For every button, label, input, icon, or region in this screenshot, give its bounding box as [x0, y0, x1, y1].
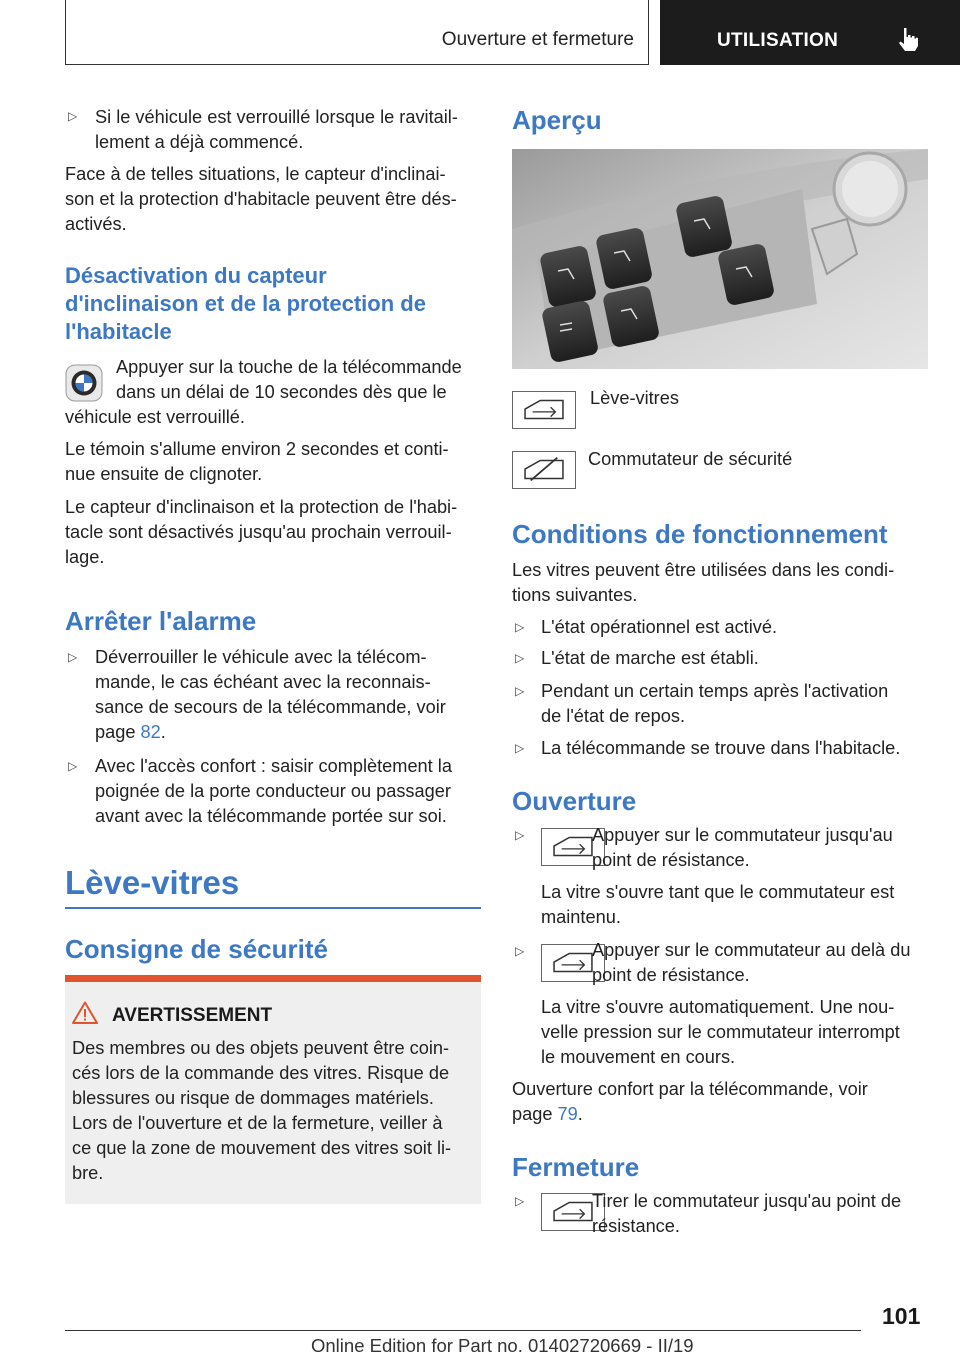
text-line: activés. — [65, 214, 127, 234]
text-line: La vitre s'ouvre tant que le commutateur est — [541, 882, 895, 902]
text-line: point de résistance. — [592, 850, 750, 870]
warning-text — [72, 1036, 476, 1186]
page-ref-line — [95, 720, 481, 745]
text-line: Des membres ou des objets peuvent être coin- — [72, 1038, 450, 1058]
warning-triangle-icon — [72, 1001, 98, 1024]
text-line: tions suivantes. — [512, 585, 638, 605]
text-line: Le capteur d'inclinaison et la protection de l'habi- — [65, 497, 458, 517]
conditions-intro — [512, 558, 928, 608]
text-line: résistance. — [592, 1216, 680, 1236]
opening-step-1 — [592, 823, 928, 873]
text-line: Tirer le commutateur jusqu'au point de — [592, 1191, 902, 1211]
text-line: nue ensuite de clignoter. — [65, 464, 263, 484]
condition-item: L'état de marche est établi. — [541, 648, 759, 668]
text-line: poignée de la porte conducteur ou passager — [95, 781, 451, 801]
heading-overview: Aperçu — [512, 105, 602, 135]
footer-edition: Online Edition for Part no. 01402720669 - II/19 — [311, 1335, 694, 1356]
text-line: Déverrouiller le véhicule avec la télécom- — [95, 647, 427, 667]
bmw-key-icon — [65, 364, 103, 402]
text-line: Appuyer sur le commutateur au delà du — [592, 940, 911, 960]
opening-step-2 — [592, 938, 928, 988]
para-situations — [65, 162, 481, 237]
text-line: Pendant un certain temps après l'activation — [541, 681, 889, 701]
text-line: dans un délai de 10 secondes dès que le — [116, 382, 447, 402]
text-line: lage. — [65, 547, 105, 567]
bullet-marker: ▷ — [515, 651, 525, 665]
text-line: Ouverture confort par la télécommande, voir — [512, 1079, 868, 1099]
comfort-opening — [512, 1077, 928, 1127]
heading-closing: Fermeture — [512, 1152, 640, 1182]
text-line: avant avec la télécommande portée sur soi. — [95, 806, 447, 826]
text-line: point de résistance. — [592, 965, 750, 985]
text-line: lement a déjà commencé. — [95, 132, 304, 152]
section-divider — [65, 907, 481, 909]
closing-step-1 — [592, 1189, 928, 1239]
text-line: tacle sont désactivés jusqu'au prochain verrouil- — [65, 522, 452, 542]
page-ref-line — [512, 1102, 928, 1127]
bullet-marker: ▷ — [515, 1194, 525, 1208]
bullet-comfort-access — [95, 754, 481, 829]
page-ref-prefix: page — [512, 1104, 558, 1124]
text-line: La vitre s'ouvre automatiquement. Une nou- — [541, 997, 895, 1017]
heading-window-lifts: Lève-vitres — [65, 864, 240, 901]
opening-step-1-result — [541, 880, 928, 930]
bullet-marker: ▷ — [515, 741, 525, 755]
condition-item — [541, 679, 928, 729]
pointing-hand-icon — [897, 26, 919, 52]
page-number: 101 — [882, 1303, 921, 1329]
text-line: véhicule est verrouillé. — [65, 407, 245, 427]
text-line: sance de secours de la télécommande, voir — [95, 697, 446, 717]
header-section-box — [65, 0, 649, 65]
text-line: Face à de telles situations, le capteur d'inclinai- — [65, 164, 446, 184]
page-link-82[interactable]: 82 — [140, 722, 161, 742]
bullet-marker: ▷ — [515, 620, 525, 634]
bullet-marker: ▷ — [515, 828, 525, 842]
window-switch-photo — [512, 149, 928, 369]
heading-line: l'habitacle — [65, 319, 172, 344]
heading-line: Désactivation du capteur — [65, 263, 327, 288]
text-line: Appuyer sur le commutateur jusqu'au — [592, 825, 893, 845]
heading-deactivation — [65, 262, 481, 346]
text-line: bre. — [72, 1163, 104, 1183]
bullet-refuel — [95, 105, 481, 155]
para-key-press-part1 — [116, 355, 481, 405]
header-section-title: Ouverture et fermeture — [441, 29, 634, 50]
text-line: Les vitres peuvent être utilisées dans les condi- — [512, 560, 895, 580]
text-line: Appuyer sur la touche de la télécommande — [116, 357, 462, 377]
page-ref-prefix: page — [95, 722, 141, 742]
text-line: blessures ou risque de dommages matériels. — [72, 1088, 434, 1108]
text-line: de l'état de repos. — [541, 706, 686, 726]
text-line: cés lors de la commande des vitres. Risque de — [72, 1063, 450, 1083]
text-line: ce que la zone de mouvement des vitres soit li- — [72, 1138, 452, 1158]
footer-divider — [65, 1330, 861, 1331]
text-line: velle pression sur le commutateur interrompt — [541, 1022, 900, 1042]
header-chapter-box — [660, 0, 960, 65]
text-line: Si le véhicule est verrouillé lorsque le ravitail- — [95, 107, 458, 127]
para-sensor-deactivated — [65, 495, 481, 570]
heading-safety-notice: Consigne de sécurité — [65, 934, 328, 964]
text-line: Le témoin s'allume environ 2 secondes et conti- — [65, 439, 449, 459]
text-line: Avec l'accès confort : saisir complètement la — [95, 756, 452, 776]
bullet-unlock — [95, 645, 481, 745]
heading-line: d'inclinaison et de la protection de — [65, 291, 426, 316]
text-line: mande, le cas échéant avec la reconnais- — [95, 672, 431, 692]
condition-item: L'état opérationnel est activé. — [541, 617, 778, 637]
bullet-marker: ▷ — [515, 684, 525, 698]
bullet-marker: ▷ — [68, 759, 78, 773]
window-lift-legend-icon — [512, 391, 576, 429]
text-line: Lors de l'ouverture et de la fermeture, veiller à — [72, 1113, 443, 1133]
text-line: son et la protection d'habitacle peuvent être dés- — [65, 189, 457, 209]
heading-opening: Ouverture — [512, 786, 637, 816]
bullet-marker: ▷ — [68, 109, 78, 123]
page-link-79[interactable]: 79 — [557, 1104, 578, 1124]
text-line: maintenu. — [541, 907, 621, 927]
bullet-marker: ▷ — [515, 944, 525, 958]
page-ref-suffix: . — [160, 722, 166, 742]
condition-item: La télécommande se trouve dans l'habitacle. — [541, 738, 901, 758]
page-ref-suffix: . — [577, 1104, 583, 1124]
safety-switch-legend-icon — [512, 451, 576, 489]
opening-step-2-result — [541, 995, 928, 1070]
bullet-marker: ▷ — [68, 650, 78, 664]
legend-safety-switch: Commutateur de sécurité — [588, 449, 793, 469]
para-key-press-part2 — [65, 405, 481, 430]
legend-window-lift: Lève-vitres — [590, 388, 679, 408]
para-indicator — [65, 437, 481, 487]
warning-title: AVERTISSEMENT — [112, 1005, 273, 1026]
heading-operating-conditions: Conditions de fonctionnement — [512, 519, 888, 549]
heading-stop-alarm: Arrêter l'alarme — [65, 606, 257, 636]
header-chapter-title: UTILISATION — [717, 30, 839, 51]
text-line: le mouvement en cours. — [541, 1047, 736, 1067]
